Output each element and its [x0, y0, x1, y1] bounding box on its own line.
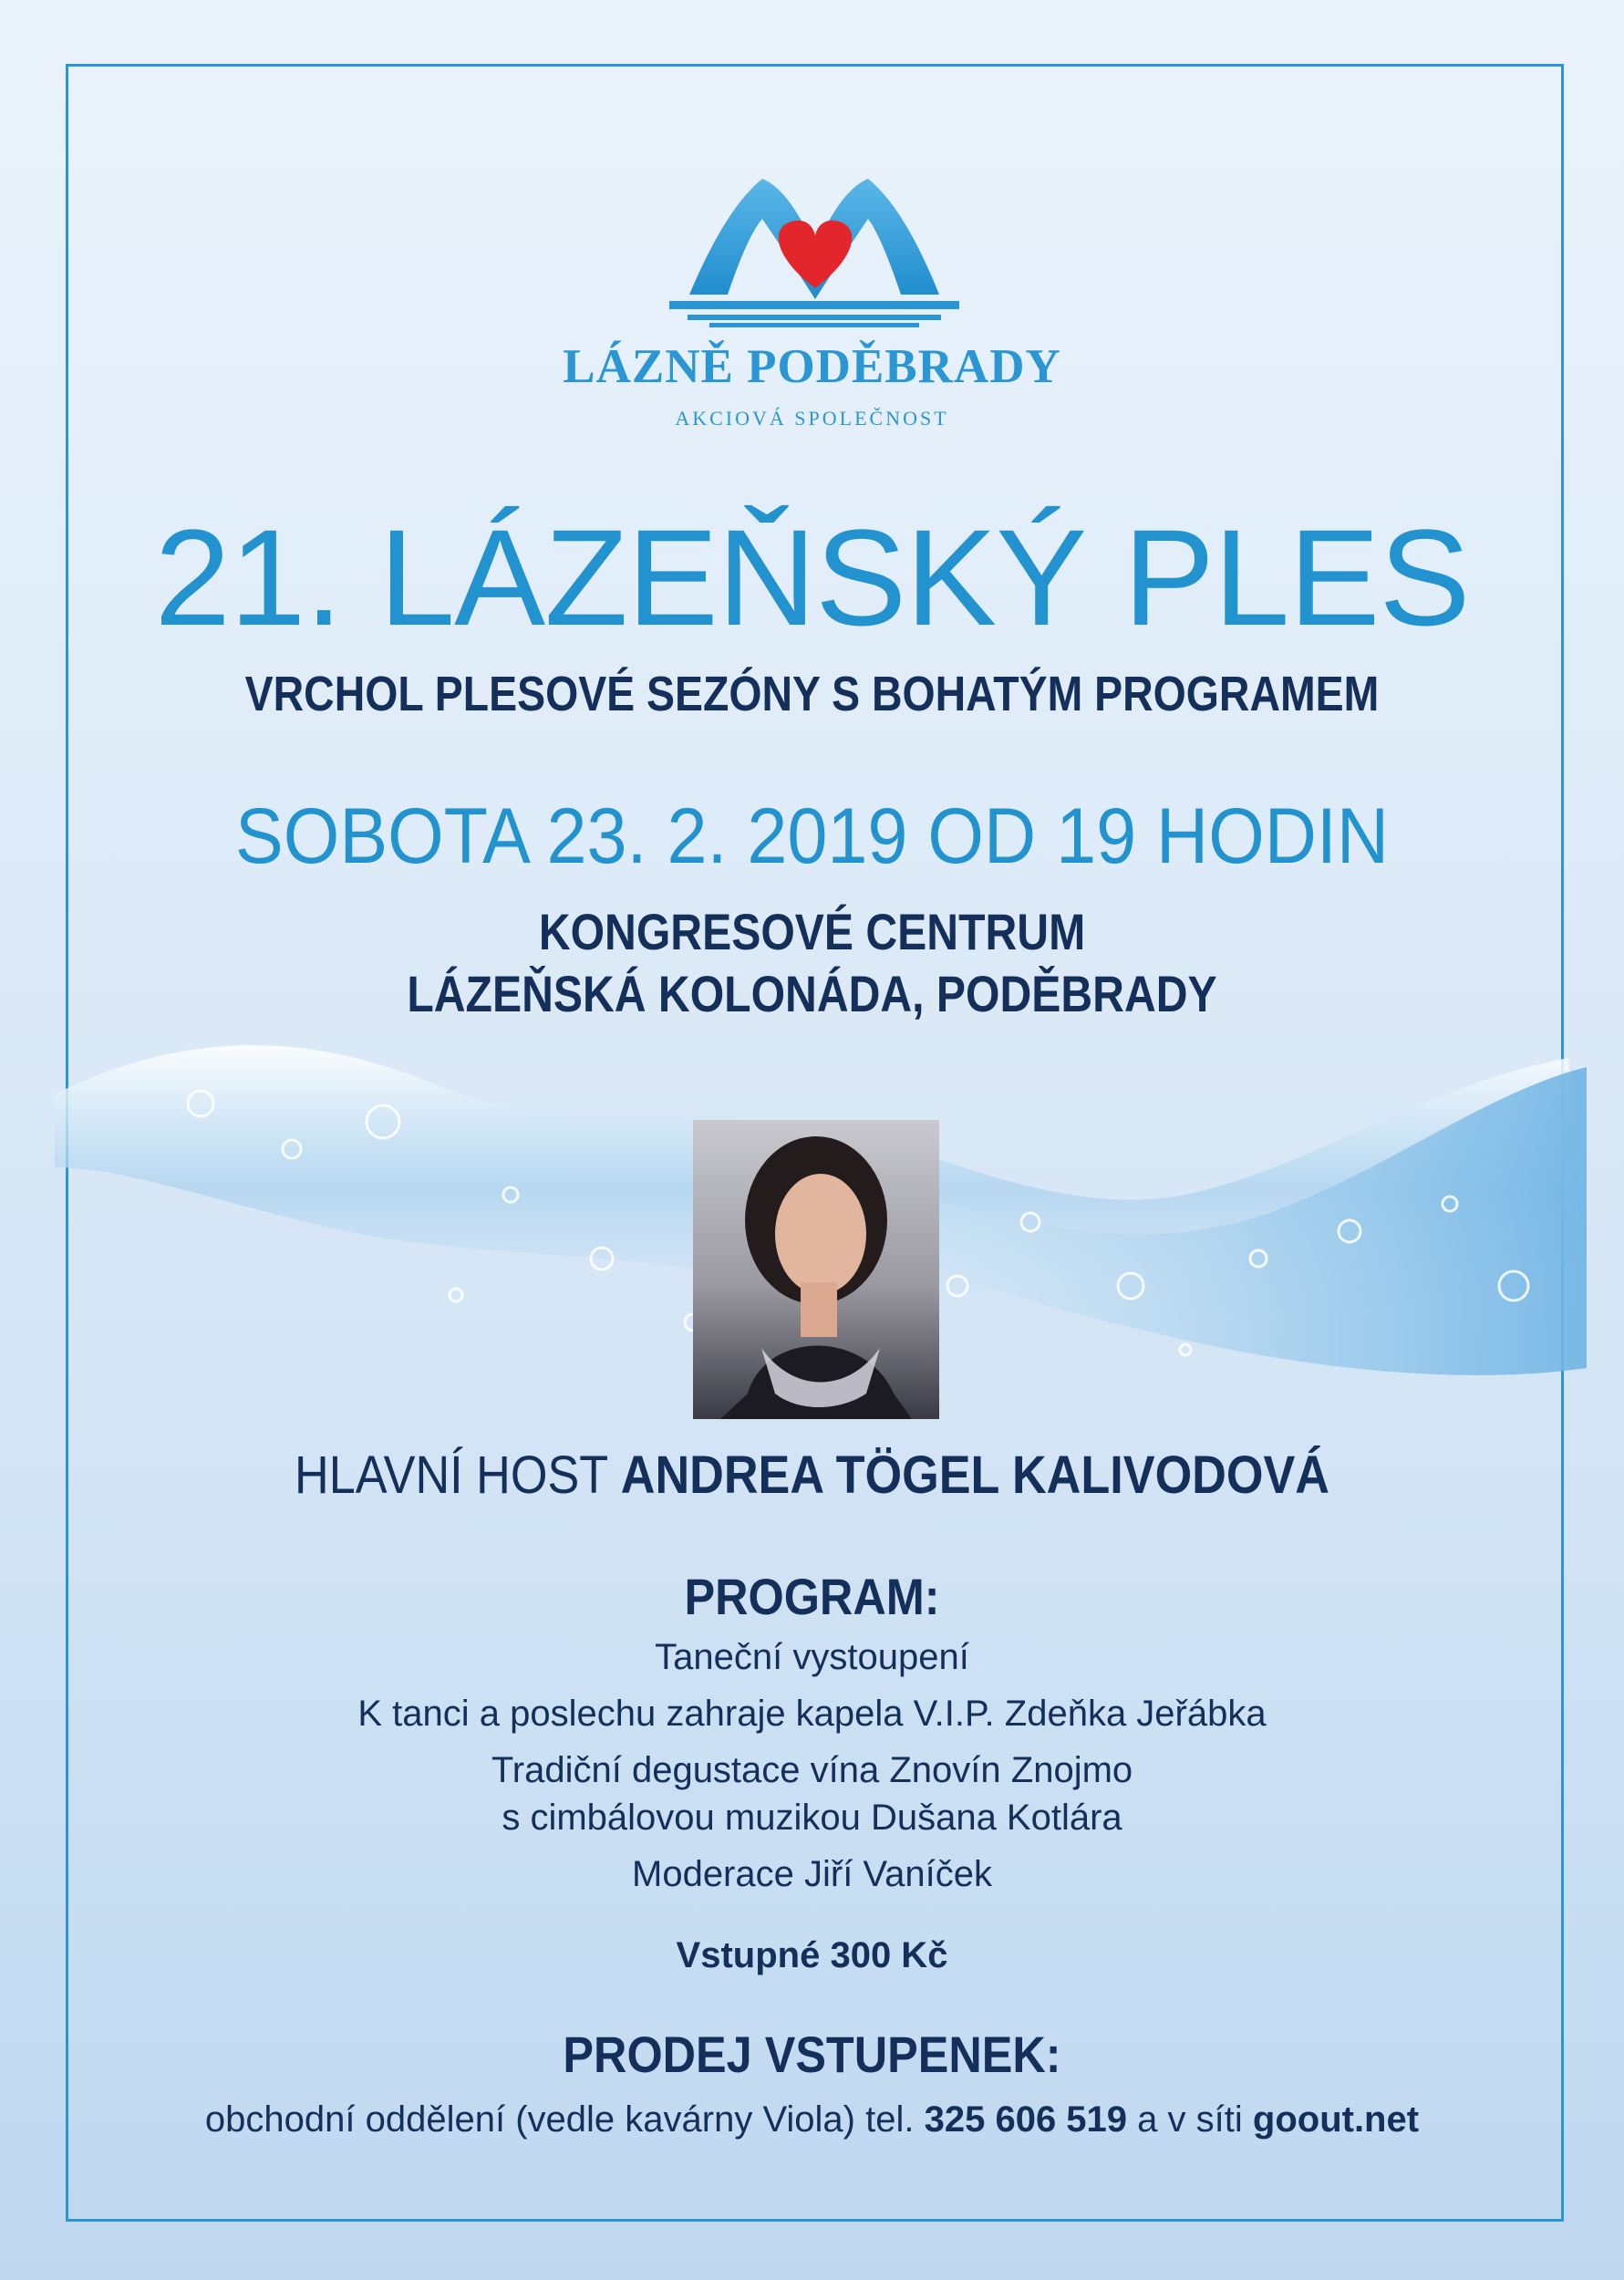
- sales-website: goout.net: [1252, 2099, 1420, 2140]
- program-item: s cimbálovou muzikou Dušana Kotlára: [502, 1798, 1122, 1838]
- sales-phone: 325 606 519: [924, 2099, 1128, 2140]
- sales-heading: PRODEJ VSTUPENEK:: [563, 2026, 1061, 2083]
- portrait-image: [693, 1120, 939, 1419]
- sales-text-middle: a v síti: [1137, 2099, 1243, 2140]
- venue-line-1: KONGRESOVÉ CENTRUM: [538, 903, 1086, 960]
- program-item: Moderace Jiří Vaníček: [632, 1854, 992, 1894]
- event-date: SOBOTA 23. 2. 2019 OD 19 HODIN: [235, 793, 1389, 880]
- guest-photo: [693, 1120, 939, 1419]
- brand-subtitle: AKCIOVÁ SPOLEČNOST: [675, 407, 949, 430]
- mountain-heart-logo-icon: [662, 171, 967, 328]
- guest-prefix: HLAVNÍ HOST: [294, 1446, 608, 1505]
- program-item: K tanci a poslechu zahraje kapela V.I.P. Zdeňka Jeřábka: [357, 1694, 1267, 1734]
- event-title: 21. LÁZEŇSKÝ PLES: [154, 501, 1470, 654]
- venue-line-2: LÁZEŇSKÁ KOLONÁDA, PODĚBRADY: [407, 965, 1217, 1022]
- program-heading: PROGRAM:: [684, 1568, 940, 1625]
- program-item: Tradiční degustace vína Znovín Znojmo: [491, 1750, 1133, 1790]
- brand-name: LÁZNĚ PODĚBRADY: [563, 340, 1061, 393]
- event-subtitle: VRCHOL PLESOVÉ SEZÓNY S BOHATÝM PROGRAMEM: [244, 667, 1380, 721]
- sales-text: obchodní oddělení (vedle kavárny Viola) tel.: [204, 2099, 915, 2140]
- program-item: Taneční vystoupení: [655, 1637, 969, 1677]
- guest-name: ANDREA TÖGEL KALIVODOVÁ: [620, 1446, 1330, 1505]
- sales-info: [0, 2099, 1624, 2140]
- main-guest: [81, 1445, 1543, 1506]
- ticket-price: Vstupné 300 Kč: [676, 1935, 948, 1975]
